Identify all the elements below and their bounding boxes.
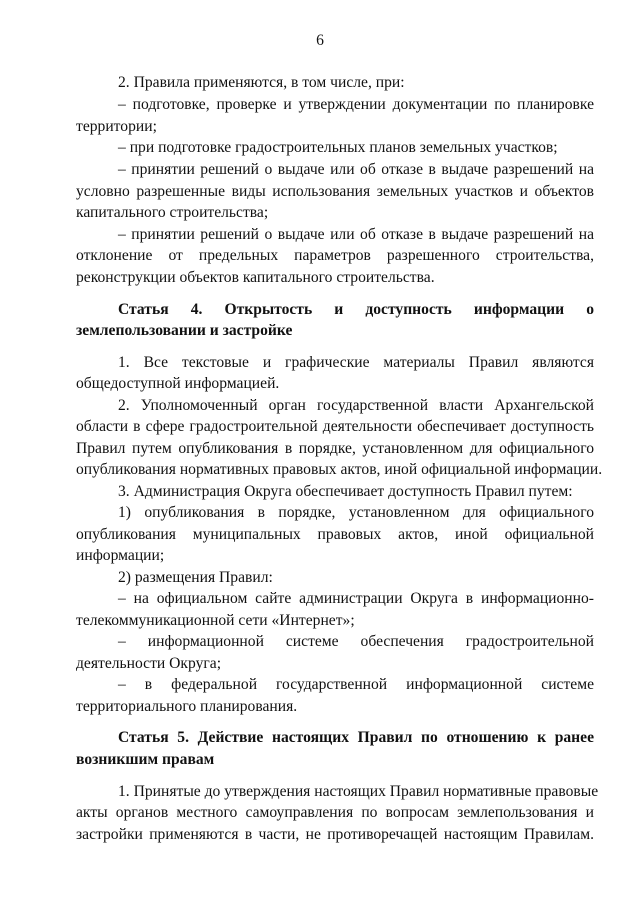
- article-heading: Статья 5. Действие настоящих Правил по отношению к ранее: [118, 729, 594, 746]
- text-line: опубликования муниципальных правовых актов, иной официальной: [76, 526, 594, 543]
- text-line: – на официальном сайте администрации Округа в информационно-: [118, 590, 594, 607]
- text-line: – принятии решений о выдаче или об отказе в выдаче разрешений на: [118, 226, 594, 243]
- text-line: 2. Правила применяются, в том числе, при:: [118, 74, 405, 91]
- text-line: общедоступной информацией.: [76, 375, 280, 392]
- text-line: информации;: [76, 547, 165, 564]
- article-heading: возникшим правам: [76, 751, 215, 768]
- text-line: реконструкции объектов капитального строительства.: [76, 269, 435, 286]
- text-line: опубликования нормативных правовых актов, иной официальной информации.: [76, 461, 603, 478]
- text-line: – принятии решений о выдаче или об отказе в выдаче разрешений на: [118, 161, 594, 178]
- text-line: области в сфере градостроительной деятельности обеспечивает доступность: [76, 418, 594, 435]
- text-line: отклонение от предельных параметров разрешенного строительства,: [76, 247, 594, 264]
- text-line: 1) опубликования в порядке, установленном для официального: [118, 504, 594, 521]
- page-number: 6: [316, 32, 324, 49]
- text-line: 2) размещения Правил:: [118, 569, 273, 586]
- text-line: условно разрешенные виды использования земельных участков и объектов: [76, 183, 594, 200]
- text-line: 3. Администрация Округа обеспечивает доступность Правил путем:: [118, 483, 573, 500]
- text-line: территориального планирования.: [76, 698, 298, 715]
- text-line: территории;: [76, 118, 157, 135]
- text-line: телекоммуникационной сети «Интернет»;: [76, 612, 355, 629]
- text-line: застройки применяются в части, не противоречащей настоящим Правилам.: [76, 826, 594, 843]
- text-line: 1. Все текстовые и графические материалы Правил являются: [118, 354, 594, 371]
- text-line: 1. Принятые до утверждения настоящих Правил нормативные правовые: [118, 783, 599, 800]
- text-line: – при подготовке градостроительных планов земельных участков;: [118, 139, 558, 156]
- text-line: капитального строительства;: [76, 204, 269, 221]
- text-line: – информационной системе обеспечения градостроительной: [118, 633, 594, 650]
- text-line: – подготовке, проверке и утверждении документации по планировке: [118, 96, 594, 113]
- article-heading: Статья 4. Открытость и доступность информации о: [118, 301, 594, 318]
- text-line: деятельности Округа;: [76, 655, 222, 672]
- text-line: 2. Уполномоченный орган государственной власти Архангельской: [118, 397, 594, 414]
- text-line: акты органов местного самоуправления по вопросам землепользования и: [76, 804, 594, 821]
- text-line: Правил путем опубликования в порядке, установленном для официального: [76, 440, 594, 457]
- article-heading: землепользовании и застройке: [76, 322, 293, 339]
- text-line: – в федеральной государственной информационной системе: [118, 676, 594, 693]
